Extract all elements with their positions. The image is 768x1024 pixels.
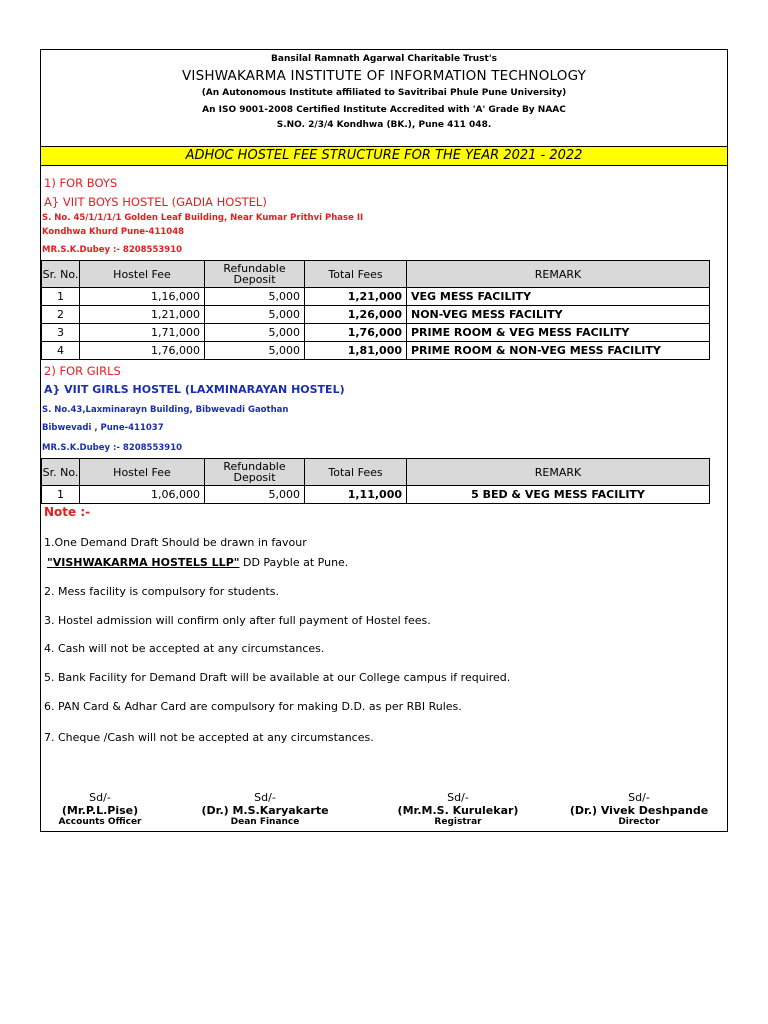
cell-remark: VEG MESS FACILITY (407, 288, 710, 306)
note-3: 3. Hostel admission will confirm only after full payment of Hostel fees. (44, 614, 431, 627)
col-header-sr: Sr. No. (42, 261, 80, 288)
boys-hostel-address-line1: S. No. 45/1/1/1/1 Golden Leaf Building, Near Kumar Prithvi Phase II (42, 213, 364, 223)
note-heading: Note :- (44, 505, 91, 519)
cell-total: 1,11,000 (305, 486, 407, 504)
signature-sd: Sd/- (628, 791, 650, 804)
cell-total: 1,76,000 (305, 324, 407, 342)
signature-accounts-officer (41, 791, 159, 827)
cell-remark: PRIME ROOM & VEG MESS FACILITY (407, 324, 710, 342)
cell-hostel-fee: 1,06,000 (80, 486, 205, 504)
table-row (42, 306, 710, 324)
note-1: 1.One Demand Draft Should be drawn in favour (44, 536, 307, 549)
signature-dean-finance (191, 791, 339, 827)
signatory-name: (Mr.M.S. Kurulekar) (397, 804, 519, 817)
cell-sr: 1 (42, 486, 80, 504)
signature-sd: Sd/- (447, 791, 469, 804)
signature-sd: Sd/- (254, 791, 276, 804)
cell-remark: 5 BED & VEG MESS FACILITY (407, 486, 710, 504)
cell-deposit: 5,000 (205, 288, 305, 306)
institute-address: S.NO. 2/3/4 Kondhwa (BK.), Pune 411 048. (276, 120, 492, 130)
cell-hostel-fee: 1,71,000 (80, 324, 205, 342)
cell-deposit: 5,000 (205, 324, 305, 342)
trust-name: Bansilal Ramnath Agarwal Charitable Trust's (271, 54, 497, 64)
table-row (42, 324, 710, 342)
table-row (42, 486, 710, 504)
col-header-deposit: Refundable Deposit (205, 459, 305, 486)
girls-hostel-name: A} VIIT GIRLS HOSTEL (LAXMINARAYAN HOSTEL) (44, 383, 345, 396)
signatory-designation: Accounts Officer (58, 817, 142, 827)
col-header-total: Total Fees (305, 261, 407, 288)
banner-title: ADHOC HOSTEL FEE STRUCTURE FOR THE YEAR 2021 - 2022 (185, 148, 583, 163)
payee-tail: DD Payble at Pune. (239, 556, 349, 569)
cell-deposit: 5,000 (205, 306, 305, 324)
table-header-row (42, 459, 710, 486)
boys-fee-table (41, 260, 710, 360)
girls-section-heading: 2) FOR GIRLS (44, 364, 121, 378)
note-5: 5. Bank Facility for Demand Draft will be available at our College campus if required. (44, 671, 511, 684)
boys-hostel-contact: MR.S.K.Dubey :- 8208553910 (42, 245, 183, 255)
signature-registrar (383, 791, 533, 827)
boys-hostel-name: A} VIIT BOYS HOSTEL (GADIA HOSTEL) (44, 195, 267, 209)
signature-sd: Sd/- (89, 791, 111, 804)
table-row (42, 342, 710, 360)
cell-hostel-fee: 1,21,000 (80, 306, 205, 324)
cell-hostel-fee: 1,16,000 (80, 288, 205, 306)
accreditation-line: An ISO 9001-2008 Certified Institute Accredited with 'A' Grade By NAAC (202, 105, 566, 115)
col-header-remark: REMARK (407, 261, 710, 288)
cell-total: 1,81,000 (305, 342, 407, 360)
cell-total: 1,26,000 (305, 306, 407, 324)
col-header-deposit: Refundable Deposit (205, 261, 305, 288)
payee-name: "VISHWAKARMA HOSTELS LLP" (47, 556, 240, 569)
fee-structure-sheet (40, 49, 728, 832)
cell-sr: 3 (42, 324, 80, 342)
note-2: 2. Mess facility is compulsory for students. (44, 585, 280, 598)
signatory-designation: Registrar (434, 817, 482, 827)
note-6: 6. PAN Card & Adhar Card are compulsory for making D.D. as per RBI Rules. (44, 700, 462, 713)
signature-director (555, 791, 723, 827)
affiliation-line: (An Autonomous Institute affiliated to Savitribai Phule Pune University) (201, 88, 567, 98)
girls-hostel-address-line1: S. No.43,Laxminarayn Building, Bibwevadi Gaothan (42, 405, 289, 415)
girls-hostel-address-line2: Bibwevadi , Pune-411037 (42, 423, 164, 433)
cell-deposit: 5,000 (205, 486, 305, 504)
cell-remark: PRIME ROOM & NON-VEG MESS FACILITY (407, 342, 710, 360)
fee-structure-banner (41, 146, 727, 166)
signatory-designation: Dean Finance (230, 817, 300, 827)
note-7: 7. Cheque /Cash will not be accepted at any circumstances. (44, 731, 374, 744)
col-header-sr: Sr. No. (42, 459, 80, 486)
cell-hostel-fee: 1,76,000 (80, 342, 205, 360)
table-header-row (42, 261, 710, 288)
signatory-name: (Dr.) M.S.Karyakarte (201, 804, 329, 817)
col-header-total: Total Fees (305, 459, 407, 486)
signatory-name: (Dr.) Vivek Deshpande (569, 804, 709, 817)
girls-hostel-contact: MR.S.K.Dubey :- 8208553910 (42, 443, 183, 453)
note-1-payee-line (47, 556, 348, 569)
col-header-hostel-fee: Hostel Fee (80, 459, 205, 486)
cell-sr: 1 (42, 288, 80, 306)
boys-hostel-address-line2: Kondhwa Khurd Pune-411048 (42, 227, 185, 237)
cell-sr: 2 (42, 306, 80, 324)
table-row (42, 288, 710, 306)
signatory-name: (Mr.P.L.Pise) (61, 804, 139, 817)
boys-section-heading: 1) FOR BOYS (44, 176, 118, 190)
cell-deposit: 5,000 (205, 342, 305, 360)
girls-fee-table (41, 458, 710, 504)
cell-remark: NON-VEG MESS FACILITY (407, 306, 710, 324)
col-header-remark: REMARK (407, 459, 710, 486)
institute-name: VISHWAKARMA INSTITUTE OF INFORMATION TECHNOLOGY (181, 68, 587, 84)
col-header-hostel-fee: Hostel Fee (80, 261, 205, 288)
note-4: 4. Cash will not be accepted at any circumstances. (44, 642, 325, 655)
signatory-designation: Director (618, 817, 660, 827)
cell-total: 1,21,000 (305, 288, 407, 306)
cell-sr: 4 (42, 342, 80, 360)
